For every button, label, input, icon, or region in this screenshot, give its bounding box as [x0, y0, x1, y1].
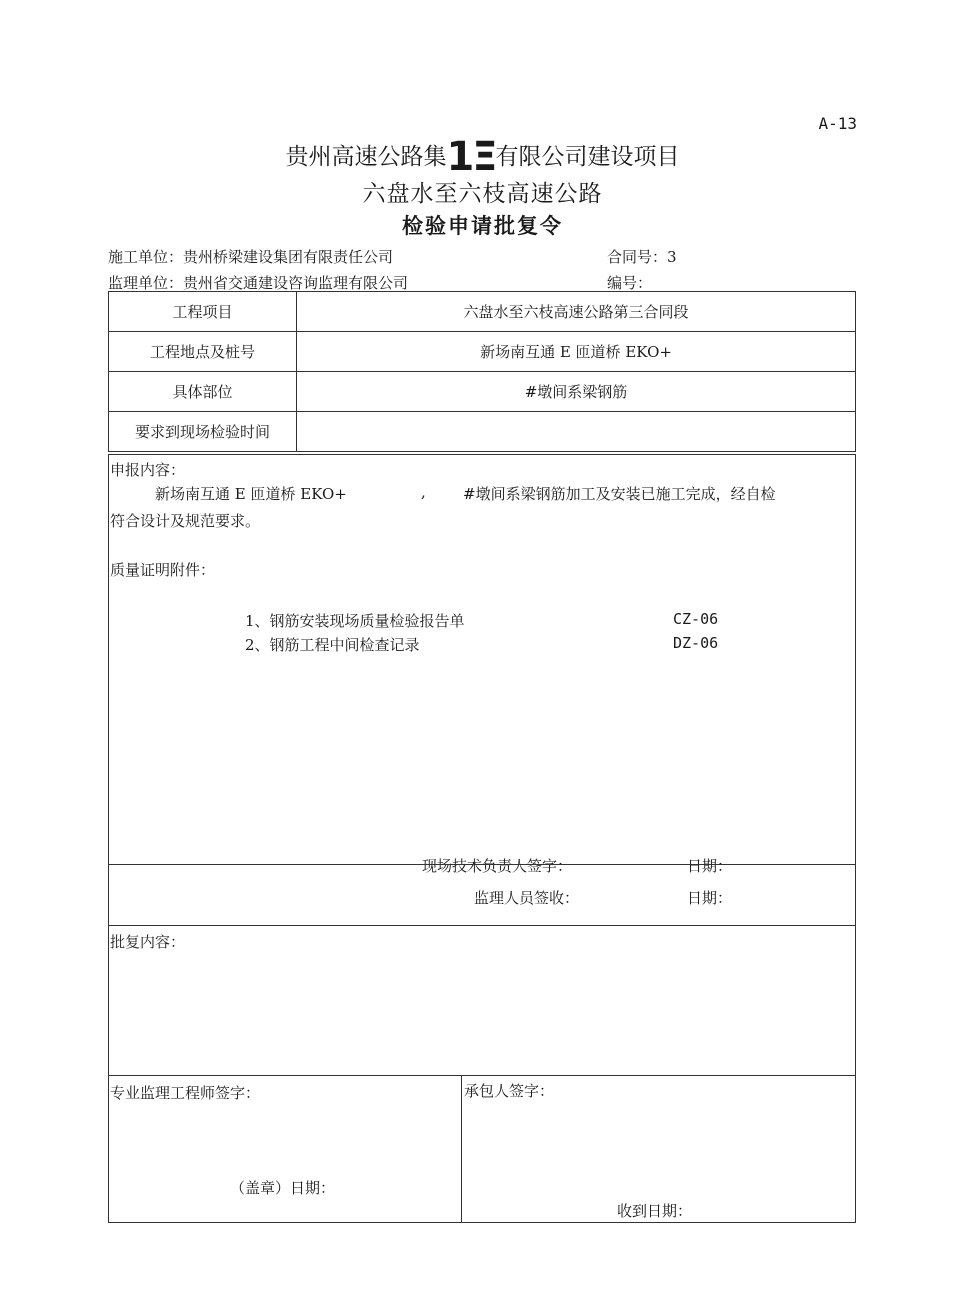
attachment-item-code: CZ-06: [673, 610, 719, 628]
row-value: [297, 412, 856, 452]
supervisor-label: 监理单位：: [108, 274, 184, 292]
row-label: 工程地点及桩号: [109, 332, 297, 372]
row-label: 具体部位: [109, 372, 297, 412]
title-org-prefix: 贵州高速公路集: [285, 144, 447, 170]
table-row: [109, 332, 856, 372]
contract-no-line: [607, 246, 677, 267]
reply-section: [108, 925, 856, 1076]
supervisor-line: [108, 272, 408, 293]
row-label: 要求到现场检验时间: [109, 412, 297, 452]
row-value: #墩间系梁钢筋: [297, 372, 856, 412]
application-text-part1: 新场南互通 E 匝道桥 EKO+: [155, 485, 347, 503]
tech-lead-sign-label: 现场技术负责人签字：: [422, 857, 573, 875]
form-code: A-13: [818, 114, 857, 133]
attachment-item-code: DZ-06: [673, 634, 719, 652]
serial-line: 编号：: [607, 274, 653, 292]
table-row: [109, 412, 856, 452]
document-title-line3: 检验申请批复令: [402, 214, 563, 238]
info-table: [108, 291, 856, 452]
title-mark: 1Ξ: [446, 134, 496, 180]
row-label: 工程项目: [109, 292, 297, 332]
reply-heading: 批复内容：: [110, 933, 186, 951]
contract-no-label: 合同号：: [607, 248, 668, 266]
contract-no-value: 3: [667, 248, 677, 266]
application-text-line2: 符合设计及规范要求。: [110, 512, 261, 530]
table-row: [109, 292, 856, 332]
engineer-sign-label: 专业监理工程师签字：: [110, 1084, 261, 1102]
contractor-label: 施工单位：: [108, 248, 184, 266]
application-text-comma: ,: [421, 483, 426, 501]
supervisor-value: 贵州省交通建设咨询监理有限公司: [183, 274, 409, 292]
title-org-suffix: 有限公司建设项目: [495, 144, 680, 170]
engineer-sign-cell: [108, 1075, 462, 1223]
document-title-line1: [0, 134, 965, 180]
contractor-line: [108, 246, 393, 267]
row-value: 新场南互通 E 匝道桥 EKO+: [297, 332, 856, 372]
supervision-receipt-section: [108, 864, 856, 926]
row-value: 六盘水至六枝高速公路第三合同段: [297, 292, 856, 332]
application-text-part2: #墩间系梁钢筋加工及安装已施工完成，经自检: [463, 485, 776, 503]
contractor-value: 贵州桥梁建设集团有限责任公司: [183, 248, 394, 266]
supervision-date-label: 日期：: [687, 889, 733, 907]
application-section: [108, 454, 856, 875]
supervisor-received-label: 监理人员签收：: [474, 889, 580, 907]
contractor-sign-cell: [461, 1075, 856, 1223]
seal-date-label: （盖章）日期：: [230, 1179, 336, 1197]
table-row: [109, 372, 856, 412]
document-title-line2: 六盘水至六枝高速公路: [362, 181, 603, 207]
contractor-sign-label: 承包人签字：: [464, 1082, 555, 1100]
tech-lead-date-label: 日期：: [687, 857, 733, 875]
attachment-item-name: 1、钢筋安装现场质量检验报告单: [245, 612, 465, 630]
received-date-label: 收到日期：: [617, 1202, 693, 1220]
attachments-heading: 质量证明附件：: [110, 561, 216, 579]
application-heading: 申报内容：: [110, 461, 186, 479]
attachment-item-name: 2、钢筋工程中间检查记录: [245, 636, 420, 654]
